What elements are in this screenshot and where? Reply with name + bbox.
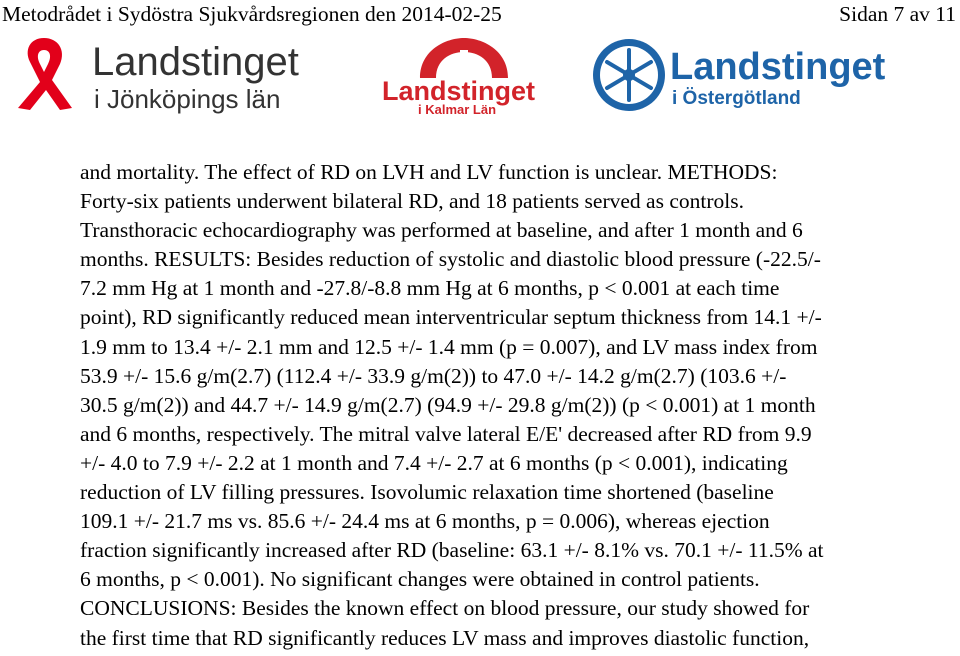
logo-landstinget-jonkoping — [0, 36, 340, 116]
text-line: +/- 4.0 to 7.9 +/- 2.2 at 1 month and 7.4 +/- 2.7 at 6 months (p < 0.001), indicating — [80, 450, 788, 475]
ostergotland-snowflake-icon — [590, 36, 668, 114]
logo-landstinget-ostergotland — [590, 32, 920, 118]
text-line: CONCLUSIONS: Besides the known effect on blood pressure, our study showed for — [80, 596, 810, 621]
text-line: fraction significantly increased after RD (baseline: 63.1 +/- 8.1% vs. 70.1 +/- 11.5% at — [80, 538, 824, 563]
text-line: Forty-six patients underwent bilateral RD, and 18 patients served as controls. — [80, 189, 744, 214]
text-line: 30.5 g/m(2)) and 44.7 +/- 14.9 g/m(2.7) (94.9 +/- 29.8 g/m(2)) (p < 0.001) at 1 month — [80, 392, 816, 417]
kalmar-logo-title: Landstinget — [382, 76, 535, 106]
jonkoping-logo-title: Landstinget — [92, 40, 299, 84]
jonkoping-logo-subtitle: i Jönköpings län — [94, 84, 281, 114]
text-line: 53.9 +/- 15.6 g/m(2.7) (112.4 +/- 33.9 g/m(2)) to 47.0 +/- 14.2 g/m(2.7) (103.6 +/- — [80, 363, 787, 388]
text-line: 1.9 mm to 13.4 +/- 2.1 mm and 12.5 +/- 1.4 mm (p = 0.007), and LV mass index from — [80, 334, 818, 359]
text-line: reduction of LV filling pressures. Isovolumic relaxation time shortened (baseline — [80, 480, 774, 505]
text-line: and 6 months, respectively. The mitral valve lateral E/E' decreased after RD from 9.9 — [80, 421, 812, 446]
text-line: Transthoracic echocardiography was performed at baseline, and after 1 month and 6 — [80, 218, 803, 243]
jonkoping-ribbon-icon — [0, 36, 90, 116]
ostergotland-logo-title: Landstinget — [670, 46, 886, 88]
text-line: point), RD significantly reduced mean interventricular septum thickness from 14.1 +/- — [80, 305, 822, 330]
text-line: the first time that RD significantly reduces LV mass and improves diastolic function, — [80, 625, 810, 650]
text-line: and mortality. The effect of RD on LVH and LV function is unclear. METHODS: — [80, 160, 778, 184]
header-page-number: Sidan 7 av 11 — [839, 2, 956, 26]
text-line: months. RESULTS: Besides reduction of systolic and diastolic blood pressure (-22.5/- — [80, 247, 821, 272]
logo-landstinget-kalmar — [380, 36, 550, 116]
text-line: 6 months, p < 0.001). No significant changes were obtained in control patients. — [80, 567, 760, 592]
header-meeting-info: Metodrådet i Sydöstra Sjukvårdsregionen den 2014-02-25 — [2, 2, 502, 26]
logo-banner — [0, 30, 960, 120]
page-header — [0, 0, 960, 28]
abstract-text — [80, 158, 960, 653]
ostergotland-logo-subtitle: i Östergötland — [672, 88, 801, 109]
text-line: 109.1 +/- 21.7 ms vs. 85.6 +/- 24.4 ms at 6 months, p = 0.006), whereas ejection — [80, 509, 770, 534]
text-line: 7.2 mm Hg at 1 month and -27.8/-8.8 mm Hg at 6 months, p < 0.001 at each time — [80, 276, 780, 301]
kalmar-logo-subtitle: i Kalmar Län — [418, 102, 497, 117]
